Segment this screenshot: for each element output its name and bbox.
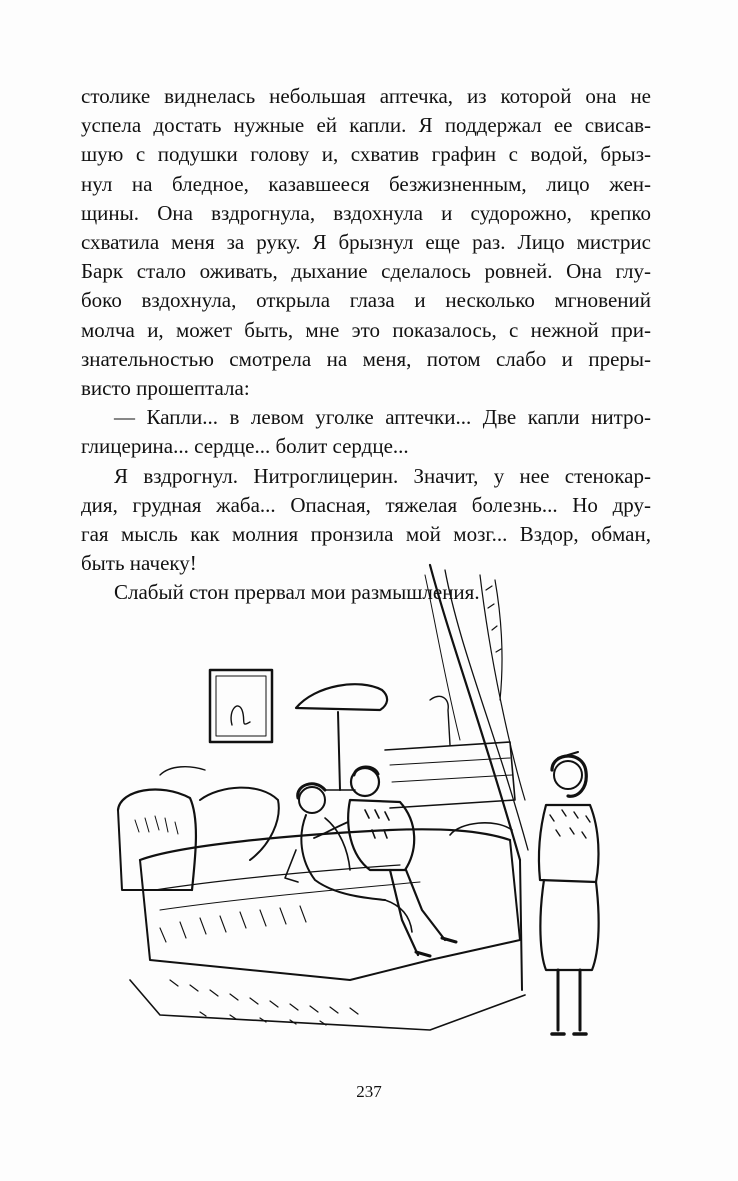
text-line: — Капли... в левом уголке аптечки... Две капли нитро- <box>114 405 651 430</box>
page-number: 237 <box>356 1082 382 1101</box>
text-line: гая мысль как молния пронзила мой мозг... Вздор, обман, <box>81 522 651 547</box>
text-line: шую с подушки голову и, схватив графин с водой, брыз- <box>81 142 651 167</box>
text-line: молча и, может быть, мне это показалось, с нежной при- <box>81 317 651 342</box>
text-line: Барк стало оживать, дыхание сделалось ровней. Она глу- <box>81 259 651 284</box>
bedroom-illustration <box>100 560 640 1060</box>
text-line: столике виднелась небольшая аптечка, из которой она не <box>81 84 651 108</box>
text-line: Слабый стон прервал мои размышления. <box>114 580 480 605</box>
text-line: щины. Она вздрогнула, вздохнула и судорожно, крепко <box>81 200 651 225</box>
text-line: Я вздрогнул. Нитроглицерин. Значит, у нее стенокар- <box>114 463 651 488</box>
text-line: знательностью смотрела на меня, потом слабо и преры- <box>81 346 651 371</box>
body-text <box>81 82 651 608</box>
text-line: дия, грудная жаба... Опасная, тяжелая болезнь... Но дру- <box>81 492 651 517</box>
text-line: нул на бледное, казавшееся безжизненным, лицо жен- <box>81 171 651 196</box>
text-line: глицерина... сердце... болит сердце... <box>81 434 409 459</box>
text-line: успела достать нужные ей капли. Я поддержал ее свисав- <box>81 113 651 138</box>
text-line: боко вздохнула, открыла глаза и несколько мгновений <box>81 288 651 313</box>
text-line: схватила меня за руку. Я брызнул еще раз. Лицо мистрис <box>81 230 651 255</box>
text-line: висто прошептала: <box>81 376 250 401</box>
text-line: быть начеку! <box>81 551 197 576</box>
